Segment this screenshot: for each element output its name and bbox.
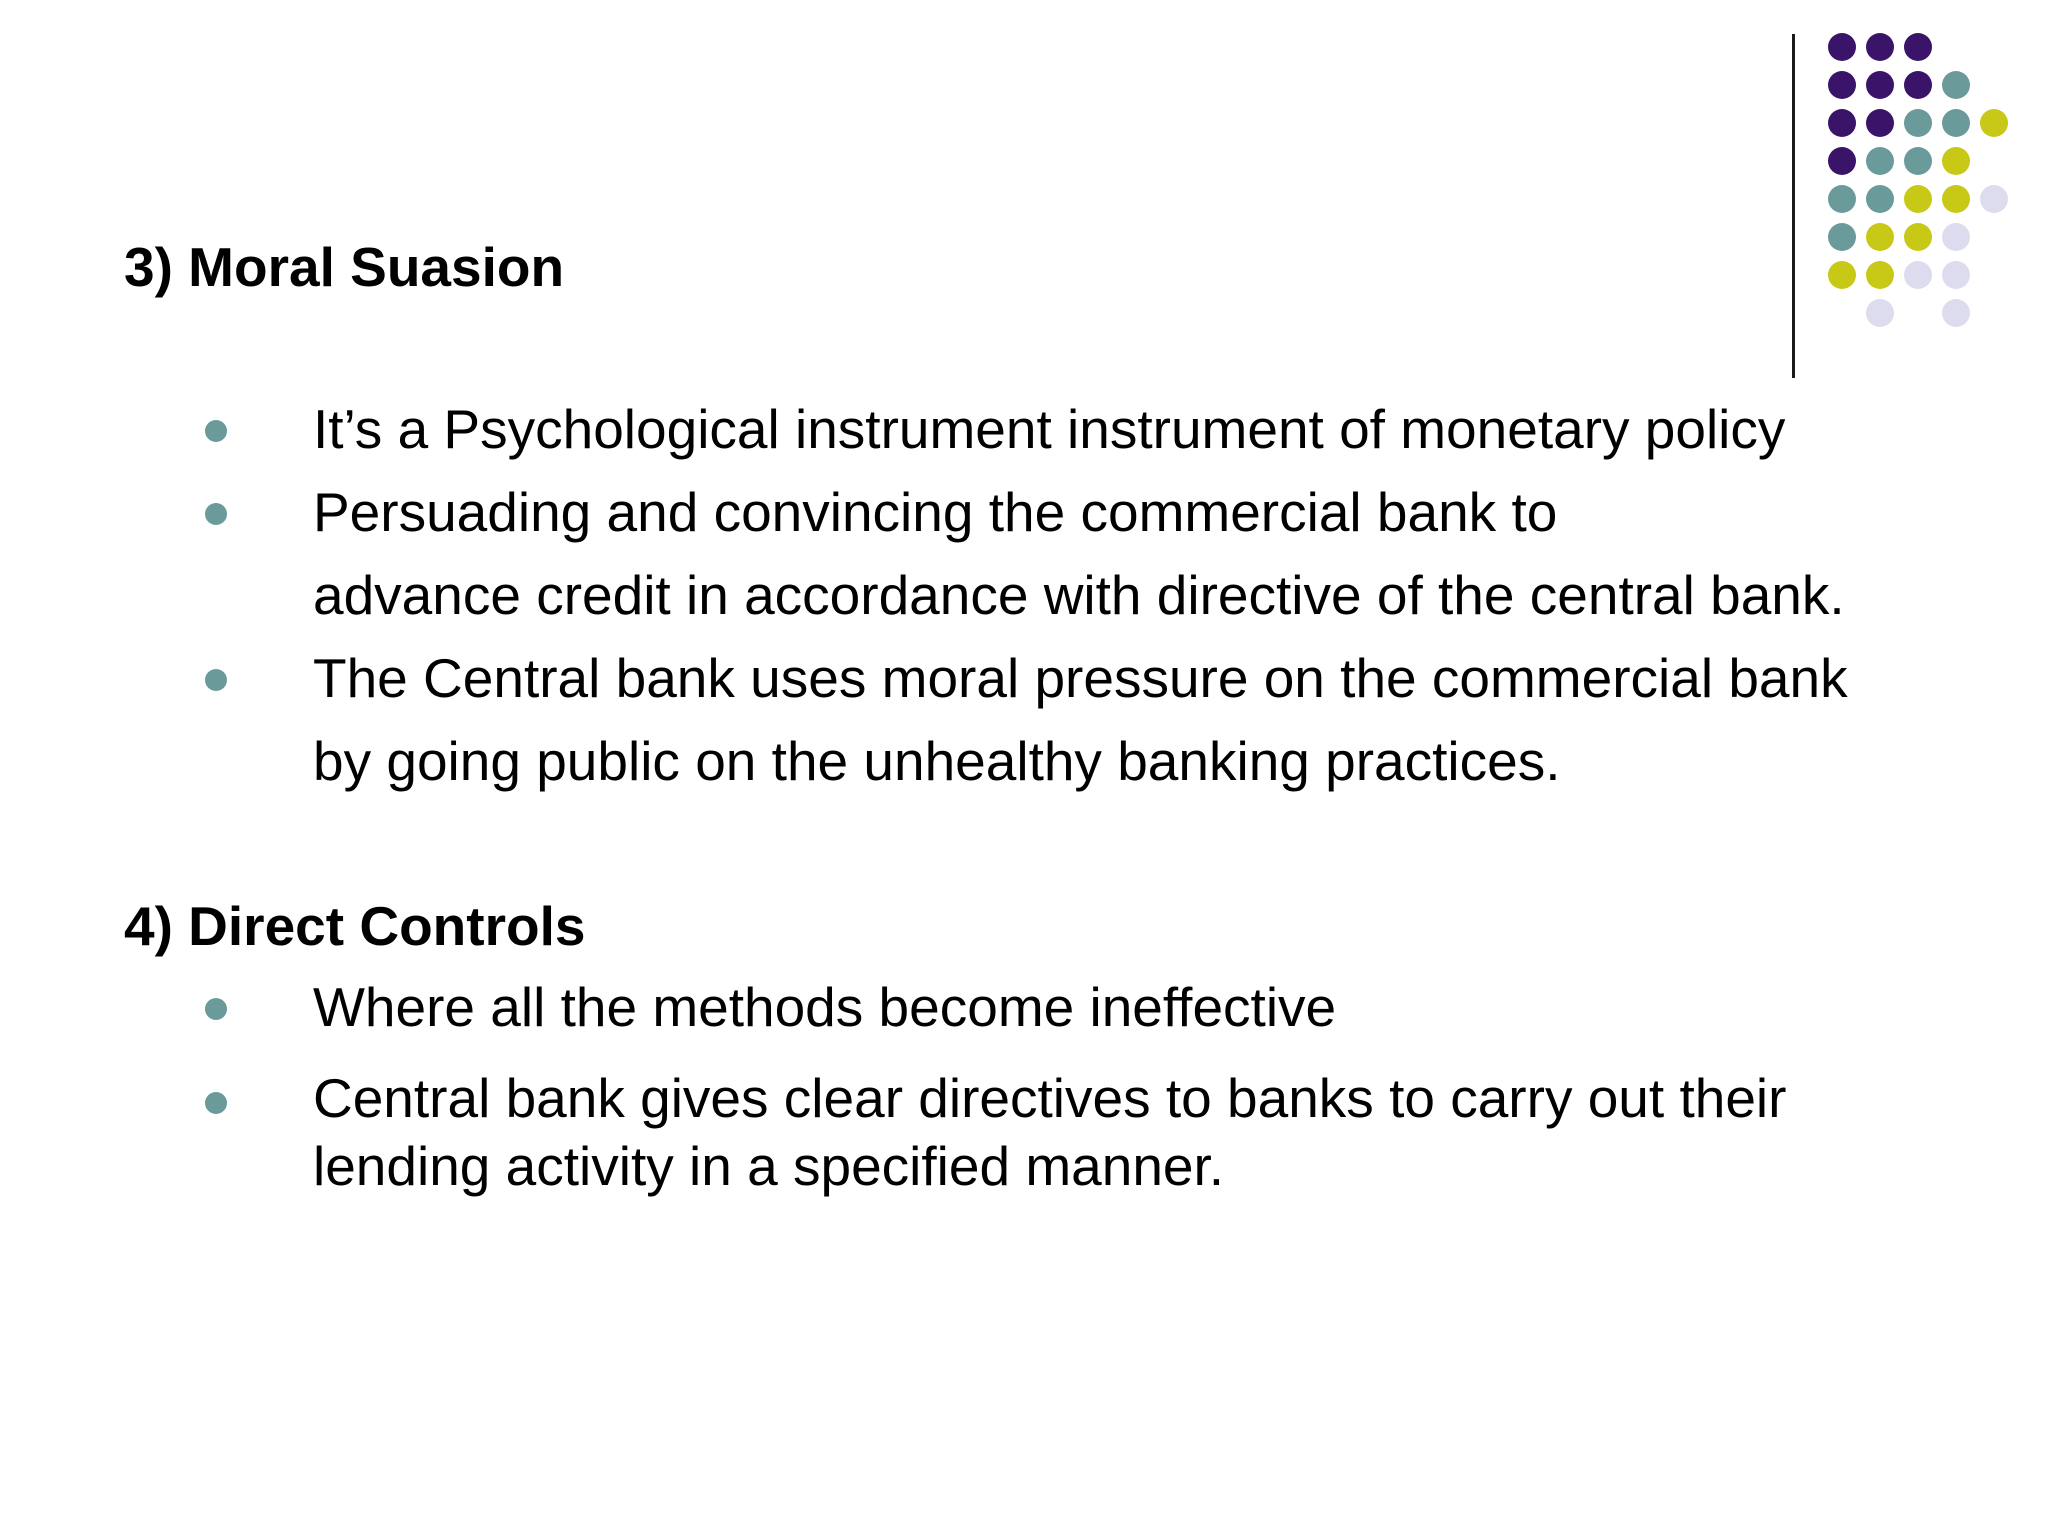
list-item: [0, 966, 2048, 1049]
decorative-dot: [1942, 223, 1970, 251]
decorative-dot-grid: [0, 0, 2048, 400]
bullet-icon: [205, 1092, 227, 1114]
decorative-dot: [1828, 71, 1856, 99]
bullet-text: [313, 471, 2048, 637]
bullet-text: [313, 966, 2048, 1049]
decorative-dot: [1942, 71, 1970, 99]
decorative-dot: [1942, 109, 1970, 137]
bullet-line: Where all the methods become ineffective: [313, 976, 1337, 1038]
bullet-line: The Central bank uses moral pressure on the commercial bank: [313, 647, 1848, 709]
decorative-dot: [1904, 33, 1932, 61]
decorative-dot: [1866, 33, 1894, 61]
list-item: [0, 1064, 2048, 1200]
bullet-list-moral-suasion: [0, 388, 2048, 803]
bullet-line: Central bank gives clear directives to banks to carry out their: [313, 1067, 1787, 1129]
bullet-text: [313, 1064, 2048, 1200]
list-item: [0, 637, 2048, 803]
section-heading-moral-suasion: 3) Moral Suasion: [124, 236, 565, 298]
decorative-dot: [1904, 185, 1932, 213]
decorative-dot: [1828, 261, 1856, 289]
bullet-line: advance credit in accordance with directive of the central bank.: [313, 564, 1845, 626]
section-heading-direct-controls: 4) Direct Controls: [124, 895, 586, 957]
decorative-dot: [1904, 147, 1932, 175]
decorative-dot: [1942, 299, 1970, 327]
decorative-dot: [1942, 261, 1970, 289]
bullet-line: by going public on the unhealthy banking practices.: [313, 730, 1561, 792]
decorative-dot: [1904, 109, 1932, 137]
decorative-dot: [1828, 185, 1856, 213]
decorative-dot: [1866, 261, 1894, 289]
decorative-dot: [1866, 299, 1894, 327]
bullet-list-direct-controls: [0, 966, 2048, 1200]
bullet-icon: [205, 669, 227, 691]
bullet-text: [313, 637, 2048, 803]
decorative-dot: [1980, 185, 2008, 213]
list-item: [0, 471, 2048, 637]
decorative-dot: [1828, 147, 1856, 175]
decorative-dot: [1980, 109, 2008, 137]
bullet-line: Persuading and convincing the commercial bank to: [313, 481, 1558, 543]
decorative-dot: [1828, 33, 1856, 61]
list-item: [0, 388, 2048, 471]
bullet-icon: [205, 998, 227, 1020]
bullet-line: It’s a Psychological instrument instrument of monetary policy: [313, 398, 1786, 460]
bullet-icon: [205, 503, 227, 525]
decorative-dot: [1828, 223, 1856, 251]
bullet-line: lending activity in a specified manner.: [313, 1135, 1225, 1197]
bullet-text: [313, 388, 2048, 471]
decorative-dot: [1866, 185, 1894, 213]
decorative-dot: [1866, 223, 1894, 251]
decorative-dot: [1904, 71, 1932, 99]
decorative-dot: [1904, 223, 1932, 251]
decorative-dot: [1904, 261, 1932, 289]
decorative-dot: [1942, 147, 1970, 175]
bullet-icon: [205, 420, 227, 442]
decorative-vertical-line: [1792, 34, 1795, 378]
decorative-dot: [1866, 109, 1894, 137]
decorative-dot: [1828, 109, 1856, 137]
decorative-dot: [1942, 185, 1970, 213]
decorative-dot: [1866, 71, 1894, 99]
decorative-dot: [1866, 147, 1894, 175]
